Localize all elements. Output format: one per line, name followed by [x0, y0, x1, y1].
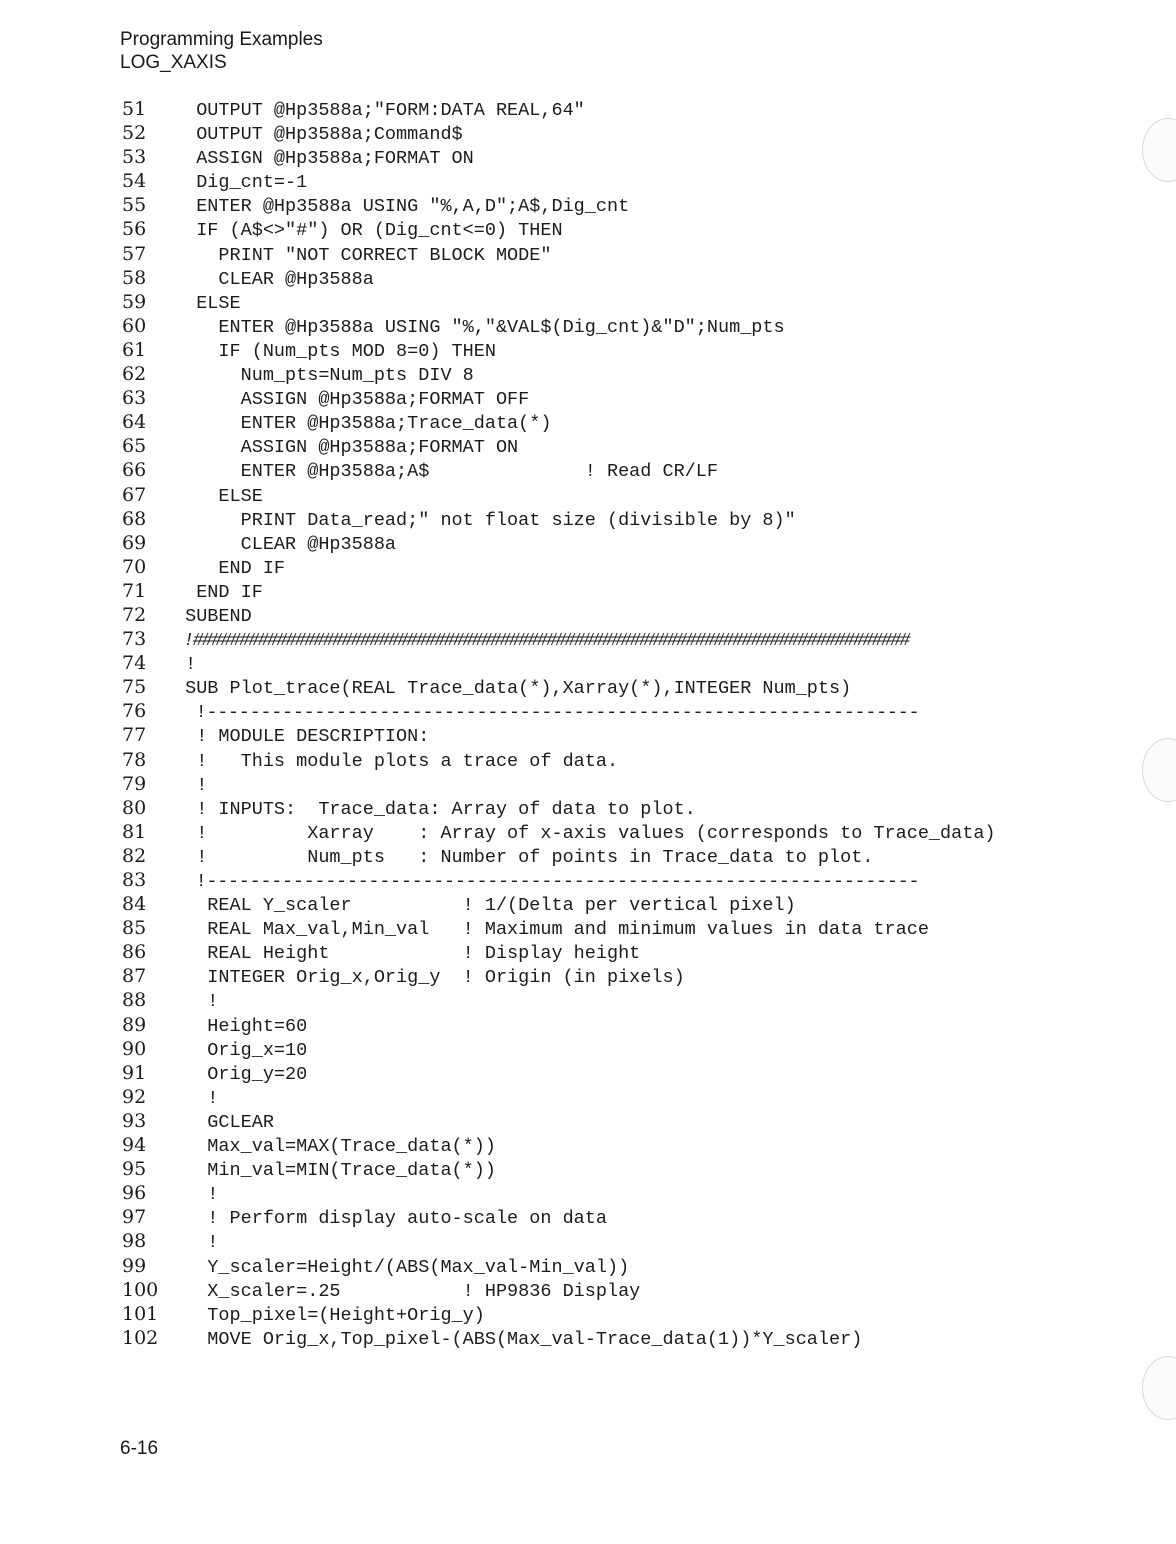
code-line — [122, 916, 1122, 940]
line-number: 64 — [122, 411, 147, 434]
code-line — [122, 603, 1122, 627]
section-title: Programming Examples — [120, 29, 323, 50]
code-text: ! Perform display auto-scale on data — [174, 1208, 607, 1230]
line-number: 77 — [122, 724, 147, 747]
line-number: 71 — [122, 579, 147, 602]
code-text: SUBEND — [174, 605, 252, 627]
line-number: 93 — [122, 1109, 147, 1132]
code-line — [122, 1205, 1122, 1229]
code-text: IF (A$<>"#") OR (Dig_cnt<=0) THEN — [174, 220, 563, 242]
code-line — [122, 362, 1122, 386]
code-text: MOVE Orig_x,Top_pixel-(ABS(Max_val-Trace_data(1))*Y_scaler) — [174, 1328, 863, 1350]
code-line — [122, 579, 1122, 603]
line-number: 82 — [122, 844, 147, 867]
line-number: 61 — [122, 338, 147, 361]
code-text: ! MODULE DESCRIPTION: — [174, 726, 430, 748]
code-text: ENTER @Hp3588a;Trace_data(*) — [174, 413, 552, 435]
line-number: 86 — [122, 941, 147, 964]
code-line — [122, 844, 1122, 868]
code-line — [122, 434, 1122, 458]
code-line — [122, 169, 1122, 193]
line-number: 87 — [122, 965, 147, 988]
code-text: REAL Height ! Display height — [174, 943, 641, 965]
code-text: ELSE — [174, 485, 263, 507]
code-text: OUTPUT @Hp3588a;Command$ — [174, 124, 463, 146]
code-text: SUB Plot_trace(REAL Trace_data(*),Xarray(*),INTEGER Num_pts) — [174, 678, 852, 700]
code-text: Dig_cnt=-1 — [174, 172, 308, 194]
line-number: 85 — [122, 917, 147, 940]
code-text: ! — [174, 1184, 219, 1206]
line-number: 56 — [122, 218, 147, 241]
code-line — [122, 217, 1122, 241]
line-number: 58 — [122, 266, 147, 289]
code-text: REAL Max_val,Min_val ! Maximum and minimum values in data trace — [174, 919, 929, 941]
code-text: PRINT "NOT CORRECT BLOCK MODE" — [174, 244, 552, 266]
line-number: 90 — [122, 1037, 147, 1060]
line-number: 62 — [122, 363, 147, 386]
code-text: IF (Num_pts MOD 8=0) THEN — [174, 340, 496, 362]
code-text: END IF — [174, 581, 263, 603]
line-number: 100 — [122, 1278, 159, 1301]
line-number: 73 — [122, 628, 147, 651]
code-text: ! — [174, 1087, 219, 1109]
code-line — [122, 242, 1122, 266]
code-listing — [122, 97, 1122, 1350]
line-number: 74 — [122, 652, 147, 675]
code-text: CLEAR @Hp3588a — [174, 533, 397, 555]
line-number: 69 — [122, 531, 147, 554]
code-text: REAL Y_scaler ! 1/(Delta per vertical pixel) — [174, 895, 796, 917]
code-text: ENTER @Hp3588a;A$ ! Read CR/LF — [174, 461, 718, 483]
line-number: 68 — [122, 507, 147, 530]
code-line — [122, 868, 1122, 892]
code-line — [122, 1254, 1122, 1278]
line-number: 102 — [122, 1326, 159, 1349]
code-line — [122, 1326, 1122, 1350]
line-number: 76 — [122, 700, 147, 723]
code-line — [122, 1302, 1122, 1326]
line-number: 80 — [122, 796, 147, 819]
code-line — [122, 145, 1122, 169]
code-text: X_scaler=.25 ! HP9836 Display — [174, 1280, 641, 1302]
code-text: ASSIGN @Hp3588a;FORMAT ON — [174, 148, 474, 170]
line-number: 63 — [122, 387, 147, 410]
code-line — [122, 1278, 1122, 1302]
line-number: 84 — [122, 893, 147, 916]
code-line — [122, 675, 1122, 699]
code-line — [122, 988, 1122, 1012]
line-number: 96 — [122, 1182, 147, 1205]
line-number: 88 — [122, 989, 147, 1012]
line-number: 94 — [122, 1134, 147, 1157]
code-line — [122, 1181, 1122, 1205]
code-text: Height=60 — [174, 1015, 308, 1037]
line-number: 78 — [122, 748, 147, 771]
line-number: 67 — [122, 483, 147, 506]
code-line — [122, 1061, 1122, 1085]
code-line — [122, 723, 1122, 747]
code-line — [122, 290, 1122, 314]
page-header — [120, 28, 323, 74]
code-text: ! INPUTS: Trace_data: Array of data to plot. — [174, 798, 696, 820]
code-line — [122, 627, 1122, 651]
code-line — [122, 1037, 1122, 1061]
code-line — [122, 314, 1122, 338]
code-line — [122, 531, 1122, 555]
line-number: 65 — [122, 435, 147, 458]
code-line — [122, 892, 1122, 916]
code-line — [122, 1013, 1122, 1037]
line-number: 55 — [122, 194, 147, 217]
code-text: ASSIGN @Hp3588a;FORMAT ON — [174, 437, 519, 459]
code-text: CLEAR @Hp3588a — [174, 268, 374, 290]
line-number: 54 — [122, 170, 147, 193]
code-text: ! Num_pts : Number of points in Trace_data to plot. — [174, 846, 874, 868]
code-text: INTEGER Orig_x,Orig_y ! Origin (in pixels) — [174, 967, 685, 989]
code-line — [122, 1157, 1122, 1181]
code-line — [122, 964, 1122, 988]
code-text: ENTER @Hp3588a USING "%,A,D";A$,Dig_cnt — [174, 196, 630, 218]
line-number: 98 — [122, 1230, 147, 1253]
code-line — [122, 748, 1122, 772]
code-text: Y_scaler=Height/(ABS(Max_val-Min_val)) — [174, 1256, 630, 1278]
code-line — [122, 458, 1122, 482]
code-text: !############################################################################# — [174, 630, 909, 652]
line-number: 70 — [122, 555, 147, 578]
code-line — [122, 338, 1122, 362]
code-text: !------------------------------------------------------------------ — [174, 871, 920, 892]
binder-hole-top — [1142, 118, 1176, 182]
code-text: Orig_x=10 — [174, 1039, 308, 1061]
code-line — [122, 507, 1122, 531]
code-text: ! — [174, 991, 219, 1013]
code-line — [122, 193, 1122, 217]
line-number: 75 — [122, 676, 147, 699]
code-text: Top_pixel=(Height+Orig_y) — [174, 1304, 485, 1326]
code-text: OUTPUT @Hp3588a;"FORM:DATA REAL,64" — [174, 100, 585, 121]
code-text: Num_pts=Num_pts DIV 8 — [174, 365, 474, 387]
line-number: 72 — [122, 603, 147, 626]
code-line — [122, 386, 1122, 410]
line-number: 101 — [122, 1302, 159, 1325]
code-text: ! — [174, 654, 197, 676]
code-text: ASSIGN @Hp3588a;FORMAT OFF — [174, 389, 530, 411]
code-text: GCLEAR — [174, 1111, 274, 1133]
code-line — [122, 266, 1122, 290]
line-number: 97 — [122, 1206, 147, 1229]
code-line — [122, 1085, 1122, 1109]
page-number: 6-16 — [120, 1438, 159, 1459]
code-line — [122, 699, 1122, 723]
code-line — [122, 772, 1122, 796]
line-number: 57 — [122, 242, 147, 265]
line-number: 92 — [122, 1085, 147, 1108]
code-line — [122, 796, 1122, 820]
line-number: 89 — [122, 1013, 147, 1036]
code-line — [122, 1109, 1122, 1133]
line-number: 81 — [122, 820, 147, 843]
code-line — [122, 820, 1122, 844]
line-number: 52 — [122, 122, 147, 145]
code-text: ! Xarray : Array of x-axis values (corresponds to Trace_data) — [174, 822, 996, 844]
code-line — [122, 1229, 1122, 1253]
line-number: 91 — [122, 1061, 147, 1084]
line-number: 60 — [122, 314, 147, 337]
line-number: 99 — [122, 1254, 147, 1277]
code-text: Min_val=MIN(Trace_data(*)) — [174, 1160, 496, 1182]
code-text: !------------------------------------------------------------------ — [174, 702, 920, 724]
binder-hole-bottom — [1142, 1356, 1176, 1420]
code-line — [122, 1133, 1122, 1157]
code-line — [122, 555, 1122, 579]
line-number: 83 — [122, 869, 147, 891]
code-text: Max_val=MAX(Trace_data(*)) — [174, 1136, 496, 1158]
binder-hole-middle — [1142, 738, 1176, 802]
code-text: ! — [174, 1232, 219, 1254]
code-line — [122, 97, 1122, 121]
line-number: 79 — [122, 772, 147, 795]
code-text: END IF — [174, 557, 286, 579]
line-number: 51 — [122, 98, 147, 120]
line-number: 59 — [122, 290, 147, 313]
code-line — [122, 410, 1122, 434]
code-text: ! — [174, 774, 208, 796]
code-line — [122, 121, 1122, 145]
line-number: 95 — [122, 1158, 147, 1181]
subsection-title: LOG_XAXIS — [120, 52, 227, 73]
code-line — [122, 651, 1122, 675]
code-line — [122, 940, 1122, 964]
code-line — [122, 483, 1122, 507]
code-text: Orig_y=20 — [174, 1063, 308, 1085]
code-text: ELSE — [174, 292, 241, 314]
code-text: ENTER @Hp3588a USING "%,"&VAL$(Dig_cnt)&"D";Num_pts — [174, 316, 785, 338]
line-number: 66 — [122, 459, 147, 482]
code-text: ! This module plots a trace of data. — [174, 750, 619, 772]
line-number: 53 — [122, 146, 147, 169]
code-text: PRINT Data_read;" not float size (divisible by 8)" — [174, 509, 796, 531]
